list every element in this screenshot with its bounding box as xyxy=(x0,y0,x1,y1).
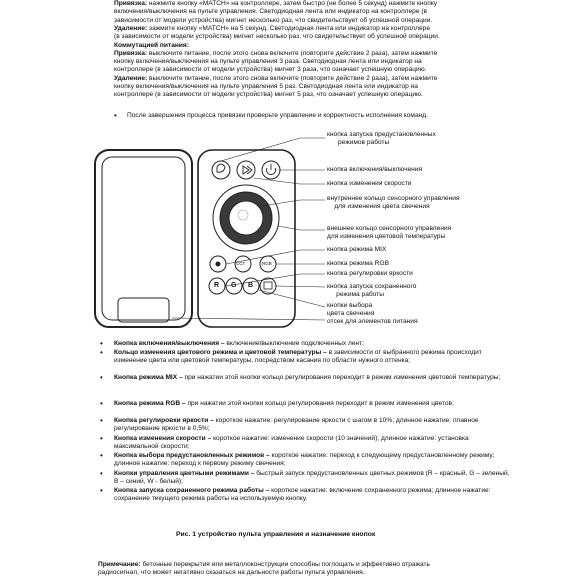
item-label: Кнопка регулировки яркости – xyxy=(114,417,214,424)
annotation-rgb: кнопка режима RGB xyxy=(327,260,389,267)
item-text: быстрый запуск предустановленных цветных режимов (R – красный, G – зеленый, B – синий, W - белый); xyxy=(114,470,510,486)
note-text: бетонные перекрытия или металлоконструкции способны поглощать и эффективно отражать xyxy=(140,561,430,568)
item-text: короткое нажатие: регулирование яркости с шагом в 10%; длинное нажатие: плавное регулирование яркости в 0,5%; xyxy=(114,417,479,433)
bullet-dot: • xyxy=(100,373,103,382)
note-label: Примечание: xyxy=(98,561,141,568)
button-description-item xyxy=(114,374,514,382)
remote-back-view xyxy=(95,150,192,327)
item-text: короткое нажатие: включение сохраненного режима; длинное нажатие: сохранение текущего режима работы на используемую кнопку. xyxy=(114,487,491,503)
button-description-item xyxy=(114,400,514,408)
item-text: при нажатии этой кнопки кольцо регулирования переходит в режим изменения цветов; xyxy=(185,400,454,407)
note-line-2: радиосигнал, что может негативно сказаться на дальности работы пульта управления. xyxy=(98,569,365,576)
button-description-item xyxy=(114,349,514,365)
pairing-line-text: нажмите кнопку «MATCH» на контроллере, затем быстро (не более 5 секунд) нажмите кнопку xyxy=(147,0,438,7)
item-label: Кнопка выбора предустановленных режимов – xyxy=(114,452,270,459)
bullet-dot: • xyxy=(100,348,103,357)
annotation-mix: кнопка режима MIX xyxy=(327,246,387,253)
annotation-color-buttons: кнопки выбора цвета свечения xyxy=(327,302,375,318)
item-label: Кнопка режима MIX – xyxy=(114,374,183,381)
bullet-dot: • xyxy=(100,451,103,460)
annotation-outer-ring: внешнее кольцо сенсорного управления для изменения цветовой температуры xyxy=(327,225,452,241)
cct-button-label: CCT xyxy=(236,261,246,266)
pairing-line-text: контроллере (в зависимости от модели устройства) мигнет 5 раз, что означает успешную операцию. xyxy=(114,91,423,99)
item-text: при нажатии этой кнопки кольцо регулирования переходит в режим изменения цветовой температуры; xyxy=(182,374,501,381)
item-text: короткое нажатие: изменение скорости (10 значений); длинное нажатие: установка максимальной скорости; xyxy=(114,435,469,451)
pairing-line-text: кнопку включения/выключения на пульте управления 5 раз. Светодиодная лента или индикатор на xyxy=(114,83,418,90)
annotation-power: кнопка включения/выключения xyxy=(327,166,423,173)
pairing-line-text: зависимости от модели устройства) мигнет несколько раз, что свидетельствует об успешной операции. xyxy=(114,16,433,24)
bullet-dot: • xyxy=(100,469,103,478)
annotation-brightness: кнопка регулировки яркости xyxy=(327,270,413,277)
pairing-line-text: включения/выключения на пульте управления. Светодиодная лента или индикатор на контроллере (в xyxy=(114,8,428,16)
remote-front-view xyxy=(198,150,295,327)
item-label: Кнопка включения/выключения – xyxy=(114,340,225,347)
bullet-dot: • xyxy=(114,111,117,120)
item-text: короткое нажатие: переход к следующему предустановленному режиму; длинное нажатие: переход к первому режиму свечения; xyxy=(114,452,495,468)
pairing-line-text: (в зависимости от модели устройства) мигнет несколько раз, что свидетельствует об успешной операции. xyxy=(114,33,440,41)
item-label: Кнопка запуска сохраненного режима работы – xyxy=(114,487,270,494)
pairing-line-text: зажмите кнопку «MATCH» на 5 секунд. Светодиодная лента или индикатор на контроллере xyxy=(147,24,430,32)
pairing-line-heading: Коммутацией питания: xyxy=(114,41,189,49)
b-button-label: B xyxy=(248,282,254,289)
figure-caption: Рис. 1 устройство пульта управления и назначение кнопок xyxy=(176,531,376,538)
pairing-line-text: контроллере (в зависимости от модели устройства) мигнет 3 раза, что означает успешную операцию. xyxy=(114,66,427,74)
annotation-speed: кнопка изменения скорости xyxy=(327,180,412,187)
button-description-item xyxy=(114,417,514,433)
button-description-item xyxy=(114,487,514,503)
item-text: в зависимости от выбранного режима происходит изменение цвета или цветовой температуры, посредством касания по области нужного оттенка; xyxy=(114,349,482,365)
g-button-label: G xyxy=(231,282,237,289)
rgb-button-label: RGB xyxy=(262,261,272,266)
after-pairing-note: После завершения процесса привязки проверьте управление и корректность исполнения команд. xyxy=(127,112,428,119)
pairing-line-text: выключите питание, после этого снова включите (повторите действие 2 раза), затем нажмите xyxy=(147,49,438,57)
item-label: Кнопка изменения скорости – xyxy=(114,435,212,442)
annotation-saved-mode: кнопка запуска сохраненного режима работы xyxy=(327,283,417,299)
pairing-line-heading: Привязка: xyxy=(114,49,148,57)
bullet-dot: • xyxy=(100,416,103,425)
button-description-item xyxy=(114,340,514,348)
pairing-line-text: выключите питание, после этого снова включите (повторите действие 2 раза), затем нажмите xyxy=(147,74,438,82)
bullet-dot: • xyxy=(100,339,103,348)
annotation-inner-ring: внутреннее кольцо сенсорного управления для изменения цвета свечения xyxy=(327,195,460,211)
button-description-item xyxy=(114,470,514,486)
item-label: Кольцо изменения цветового режима и цветовой температуры – xyxy=(114,349,327,356)
item-text: включение/выключение подключенных лент; xyxy=(224,340,364,347)
button-description-item xyxy=(114,435,514,451)
item-label: Кнопка режима RGB – xyxy=(114,400,186,407)
r-button-label: R xyxy=(214,282,220,289)
pairing-line-heading: Удаление: xyxy=(114,74,148,82)
annotation-preset-modes: кнопка запуска предустановленных режимов работы xyxy=(327,131,436,147)
pairing-line-heading: Удаление: xyxy=(114,24,148,32)
button-description-item xyxy=(114,452,514,468)
pairing-line-text: кнопку включения/выключения на пульте управления 3 раза. Светодиодная лента или индикатор на xyxy=(114,58,422,66)
bullet-dot: • xyxy=(100,399,103,408)
bullet-dot: • xyxy=(100,434,103,443)
pairing-line-heading: Привязка: xyxy=(114,0,148,7)
annotation-battery: отсек для элементов питания xyxy=(327,318,418,325)
item-label: Кнопки управления цветными режимами – xyxy=(114,470,255,477)
bullet-dot: • xyxy=(100,486,103,495)
